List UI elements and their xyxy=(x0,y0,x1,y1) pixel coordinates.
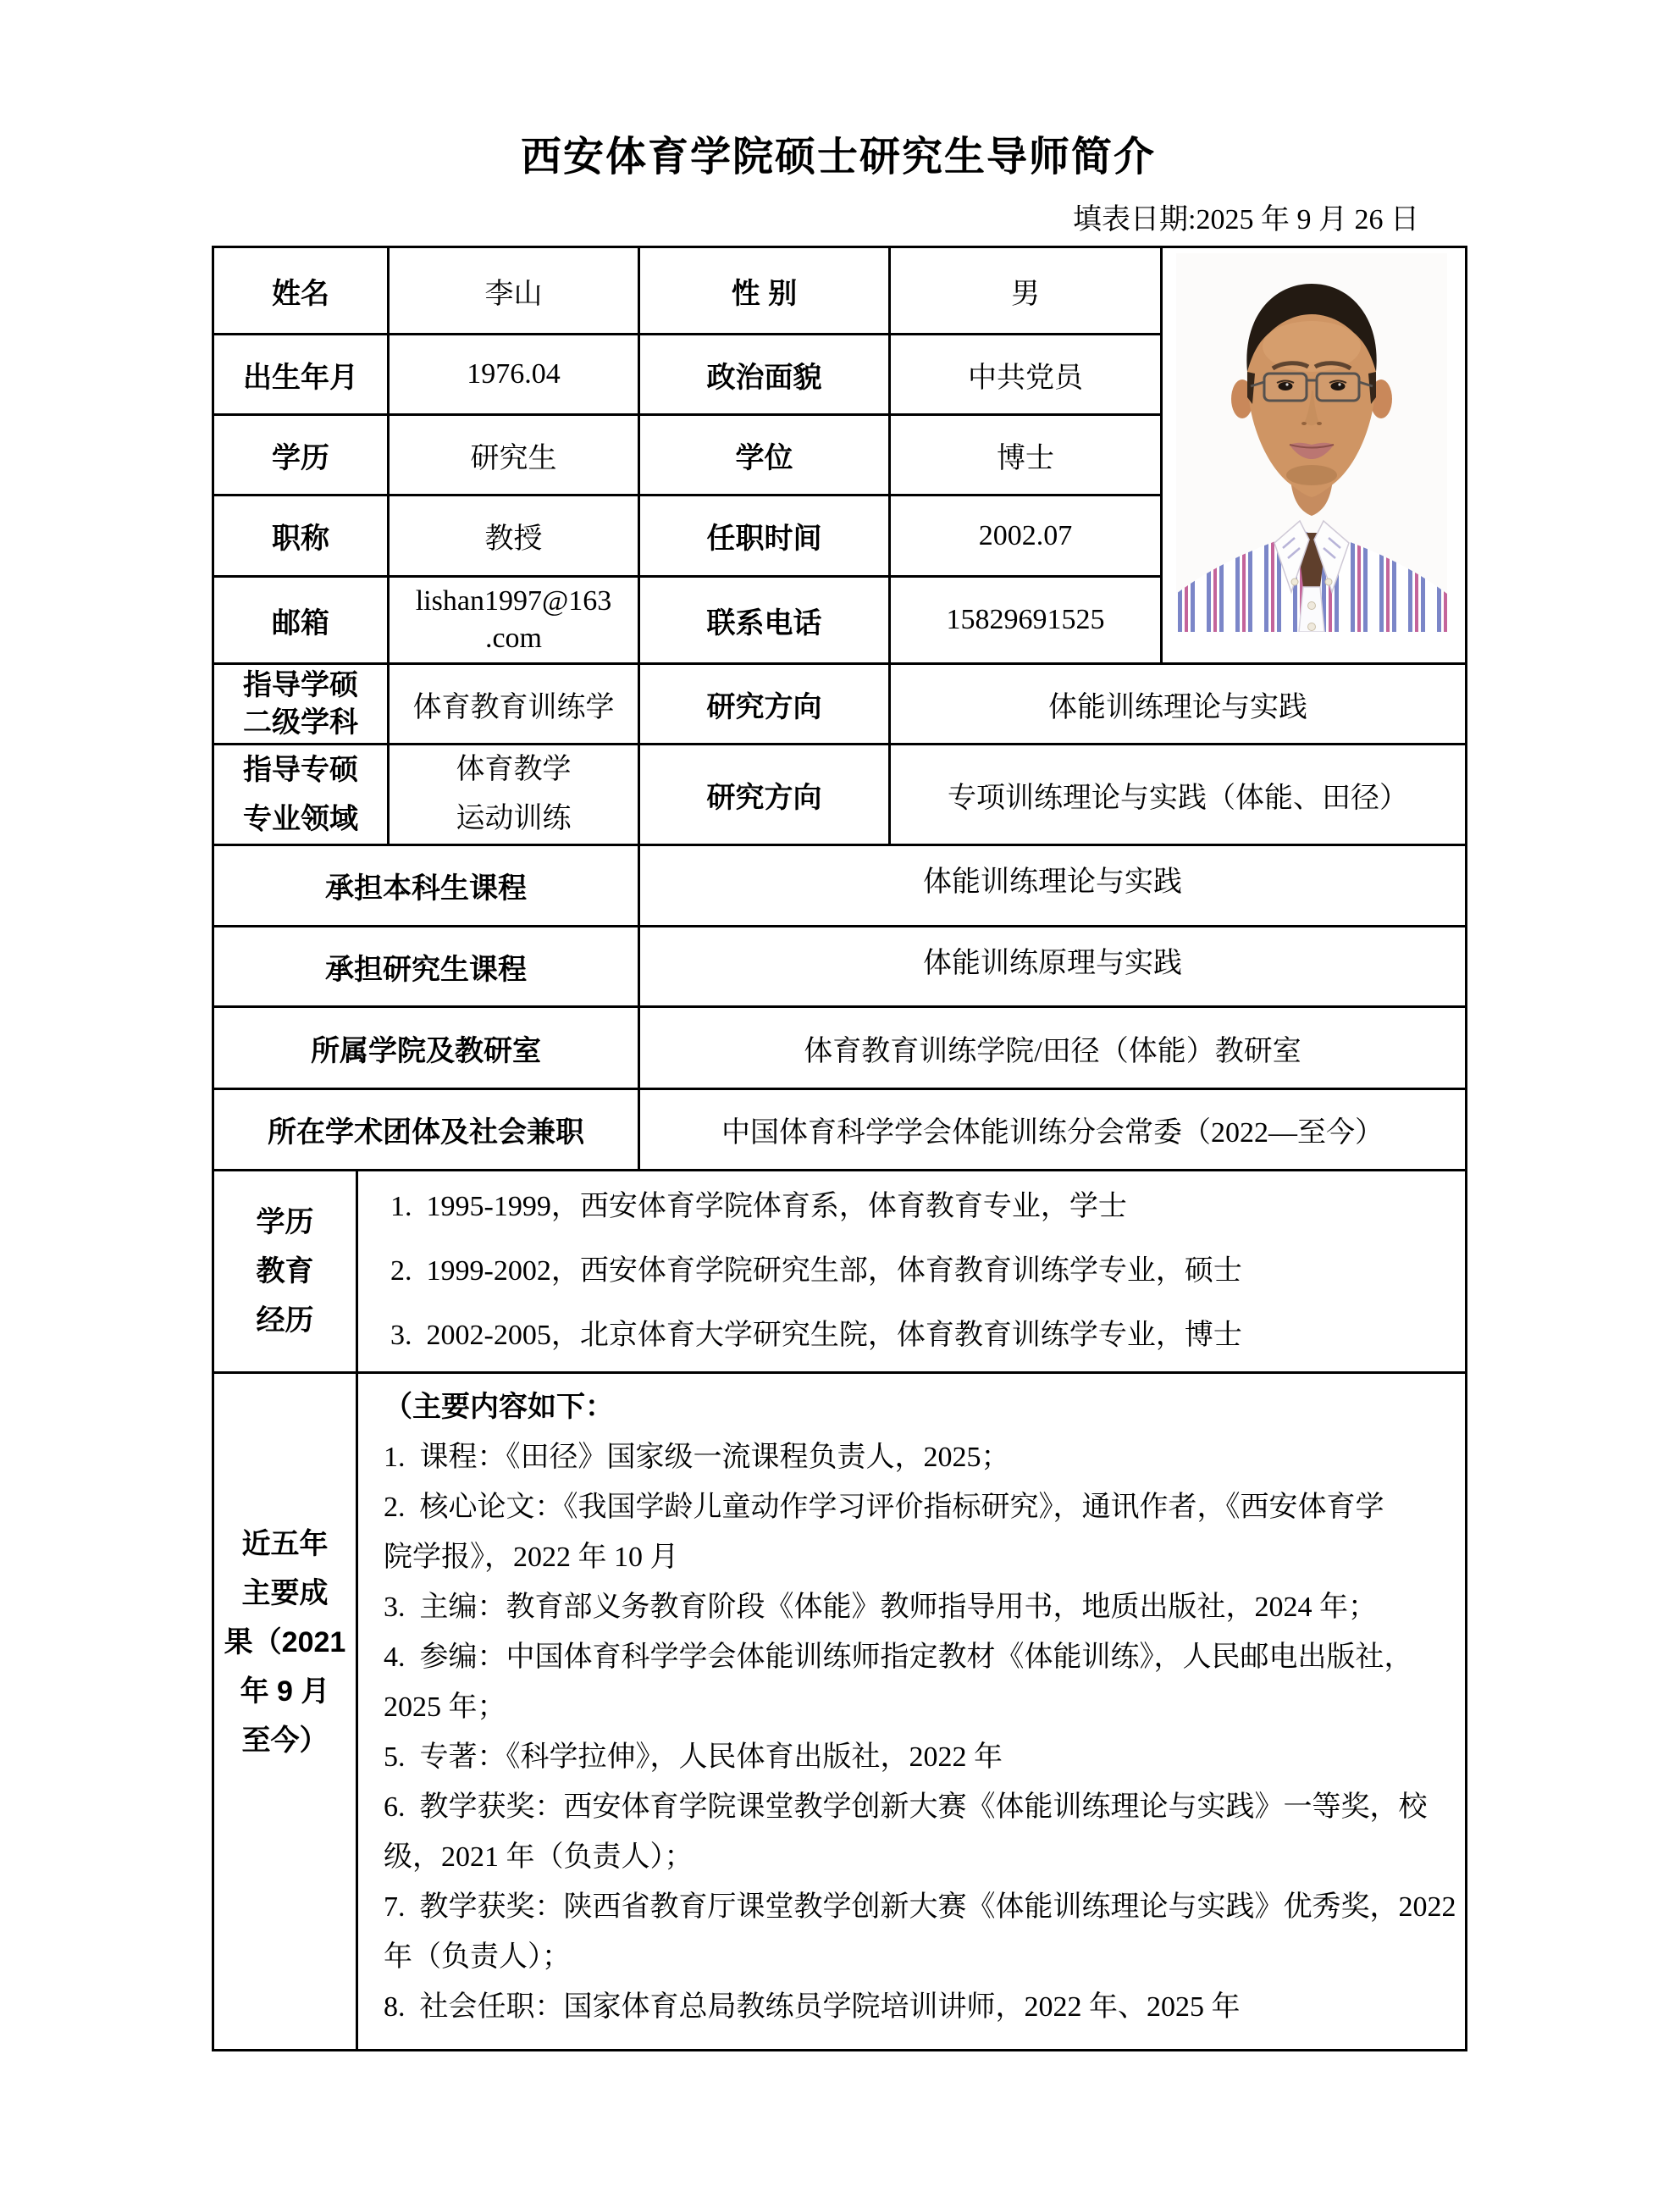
table-row xyxy=(213,1171,1467,1373)
education-label: 学历 xyxy=(213,415,389,496)
phone-value: 15829691525 xyxy=(890,577,1162,664)
table-row xyxy=(213,1089,1467,1171)
degree-value: 博士 xyxy=(890,415,1162,496)
achievements-label xyxy=(213,1373,357,2051)
fill-date: 填表日期:2025 年 9 月 26 日 xyxy=(1073,204,1419,235)
achievement-line: 6. 教学获奖：西安体育学院课堂教学创新大赛《体能训练理论与实践》一等奖，校 xyxy=(384,1791,1428,1823)
table-row xyxy=(213,247,1467,335)
undergrad-courses-label: 承担本科生课程 xyxy=(213,845,639,927)
achievement-line: 3. 主编：教育部义务教育阶段《体能》教师指导用书，地质出版社，2024 年； xyxy=(384,1592,1377,1623)
professional-direction-label: 研究方向 xyxy=(639,745,890,845)
society-value: 中国体育科学学会体能训练分会常委（2022—至今） xyxy=(639,1089,1467,1171)
achievement-line: 1. 课程：《田径》国家级一流课程负责人，2025； xyxy=(384,1442,1010,1473)
email-label: 邮箱 xyxy=(213,577,389,664)
achievement-line: 8. 社会任职：国家体育总局教练员学院培训讲师，2022 年、2025 年 xyxy=(384,1991,1241,2023)
achievements-label-line5: 至今） xyxy=(241,1725,329,1757)
table-row xyxy=(213,664,1467,745)
achievements-label-line4: 年 9 月 xyxy=(240,1675,330,1708)
professional-master-label-line1: 指导专硕 xyxy=(243,754,358,786)
email-line1: lishan1997@163 xyxy=(415,585,612,617)
professional-field-value xyxy=(389,745,639,845)
page-title: 西安体育学院硕士研究生导师简介 xyxy=(520,135,1156,180)
degree-label: 学位 xyxy=(639,415,890,496)
professional-field-line2: 运动训练 xyxy=(456,803,572,834)
portrait-photo xyxy=(1176,253,1447,632)
political-label: 政治面貌 xyxy=(639,335,890,415)
academic-direction-label: 研究方向 xyxy=(639,664,890,745)
professional-master-label xyxy=(213,745,389,845)
achievement-line: 2. 核心论文：《我国学龄儿童动作学习评价指标研究》，通讯作者，《西安体育学 xyxy=(384,1492,1384,1523)
education-history-item: 1. 1995-1999，西安体育学院体育系，体育教育专业，学士 xyxy=(390,1191,1127,1222)
gender-value: 男 xyxy=(890,247,1162,335)
achievements-label-line1: 近五年 xyxy=(241,1528,329,1560)
academic-master-label xyxy=(213,664,389,745)
achievement-line: 年（负责人）； xyxy=(384,1941,571,1973)
education-history-label-line2: 教育 xyxy=(256,1255,314,1287)
birth-value: 1976.04 xyxy=(389,335,639,415)
achievement-line: 2025 年； xyxy=(384,1691,506,1723)
achievement-line: 院学报》，2022 年 10 月 xyxy=(384,1542,679,1573)
achievement-line: 7. 教学获奖：陕西省教育厅课堂教学创新大赛《体能训练理论与实践》优秀奖，2022 xyxy=(384,1891,1456,1923)
email-line2: .com xyxy=(484,623,543,654)
table-row xyxy=(213,745,1467,845)
document-page xyxy=(212,0,1465,2051)
professional-direction-value: 专项训练理论与实践（体能、田径） xyxy=(890,745,1467,845)
academic-master-label-line2: 二级学科 xyxy=(243,706,358,739)
birth-label: 出生年月 xyxy=(213,335,389,415)
education-history-list xyxy=(357,1171,1467,1373)
achievements-intro: （主要内容如下： xyxy=(384,1391,614,1423)
email-value xyxy=(389,577,639,664)
jobtitle-label: 职称 xyxy=(213,496,389,577)
education-history-label-line3: 经历 xyxy=(256,1304,314,1337)
photo-cell xyxy=(1162,247,1467,664)
achievement-line: 4. 参编：中国体育科学学会体能训练师指定教材《体能训练》，人民邮电出版社， xyxy=(384,1642,1413,1673)
education-history-item: 2. 1999-2002，西安体育学院研究生部，体育教育训练学专业，硕士 xyxy=(390,1255,1242,1287)
achievement-line: 级，2021 年（负责人）； xyxy=(384,1841,694,1873)
table-row xyxy=(213,845,1467,927)
jobtitle-value: 教授 xyxy=(389,496,639,577)
education-history-item: 3. 2002-2005，北京体育大学研究生院，体育教育训练学专业，博士 xyxy=(390,1320,1242,1351)
achievements-content xyxy=(357,1373,1467,2051)
academic-direction-value: 体能训练理论与实践 xyxy=(890,664,1467,745)
education-history-label xyxy=(213,1171,357,1373)
academic-master-label-line1: 指导学硕 xyxy=(243,669,358,701)
achievement-line: 5. 专著：《科学拉伸》，人民体育出版社，2022 年 xyxy=(384,1741,1003,1773)
appointment-value: 2002.07 xyxy=(890,496,1162,577)
table-row xyxy=(213,1007,1467,1089)
gender-label: 性 别 xyxy=(639,247,890,335)
appointment-label: 任职时间 xyxy=(639,496,890,577)
achievements-label-line3: 果（2021 xyxy=(224,1626,346,1658)
profile-table xyxy=(212,246,1467,2051)
grad-courses-label: 承担研究生课程 xyxy=(213,927,639,1007)
name-label: 姓名 xyxy=(213,247,389,335)
department-label: 所属学院及教研室 xyxy=(213,1007,639,1089)
grad-courses-value: 体能训练原理与实践 xyxy=(639,927,1467,1007)
education-history-label-line1: 学历 xyxy=(256,1206,314,1238)
professional-master-label-line2: 专业领域 xyxy=(243,803,358,835)
achievements-label-line2: 主要成 xyxy=(241,1577,329,1609)
table-row xyxy=(213,1373,1467,2051)
society-label: 所在学术团体及社会兼职 xyxy=(213,1089,639,1171)
phone-label: 联系电话 xyxy=(639,577,890,664)
professional-field-line1: 体育教学 xyxy=(456,754,572,785)
education-value: 研究生 xyxy=(389,415,639,496)
name-value: 李山 xyxy=(389,247,639,335)
department-value: 体育教育训练学院/田径（体能）教研室 xyxy=(639,1007,1467,1089)
table-row xyxy=(213,927,1467,1007)
undergrad-courses-value: 体能训练理论与实践 xyxy=(639,845,1467,927)
academic-discipline-value: 体育教育训练学 xyxy=(389,664,639,745)
political-value: 中共党员 xyxy=(890,335,1162,415)
